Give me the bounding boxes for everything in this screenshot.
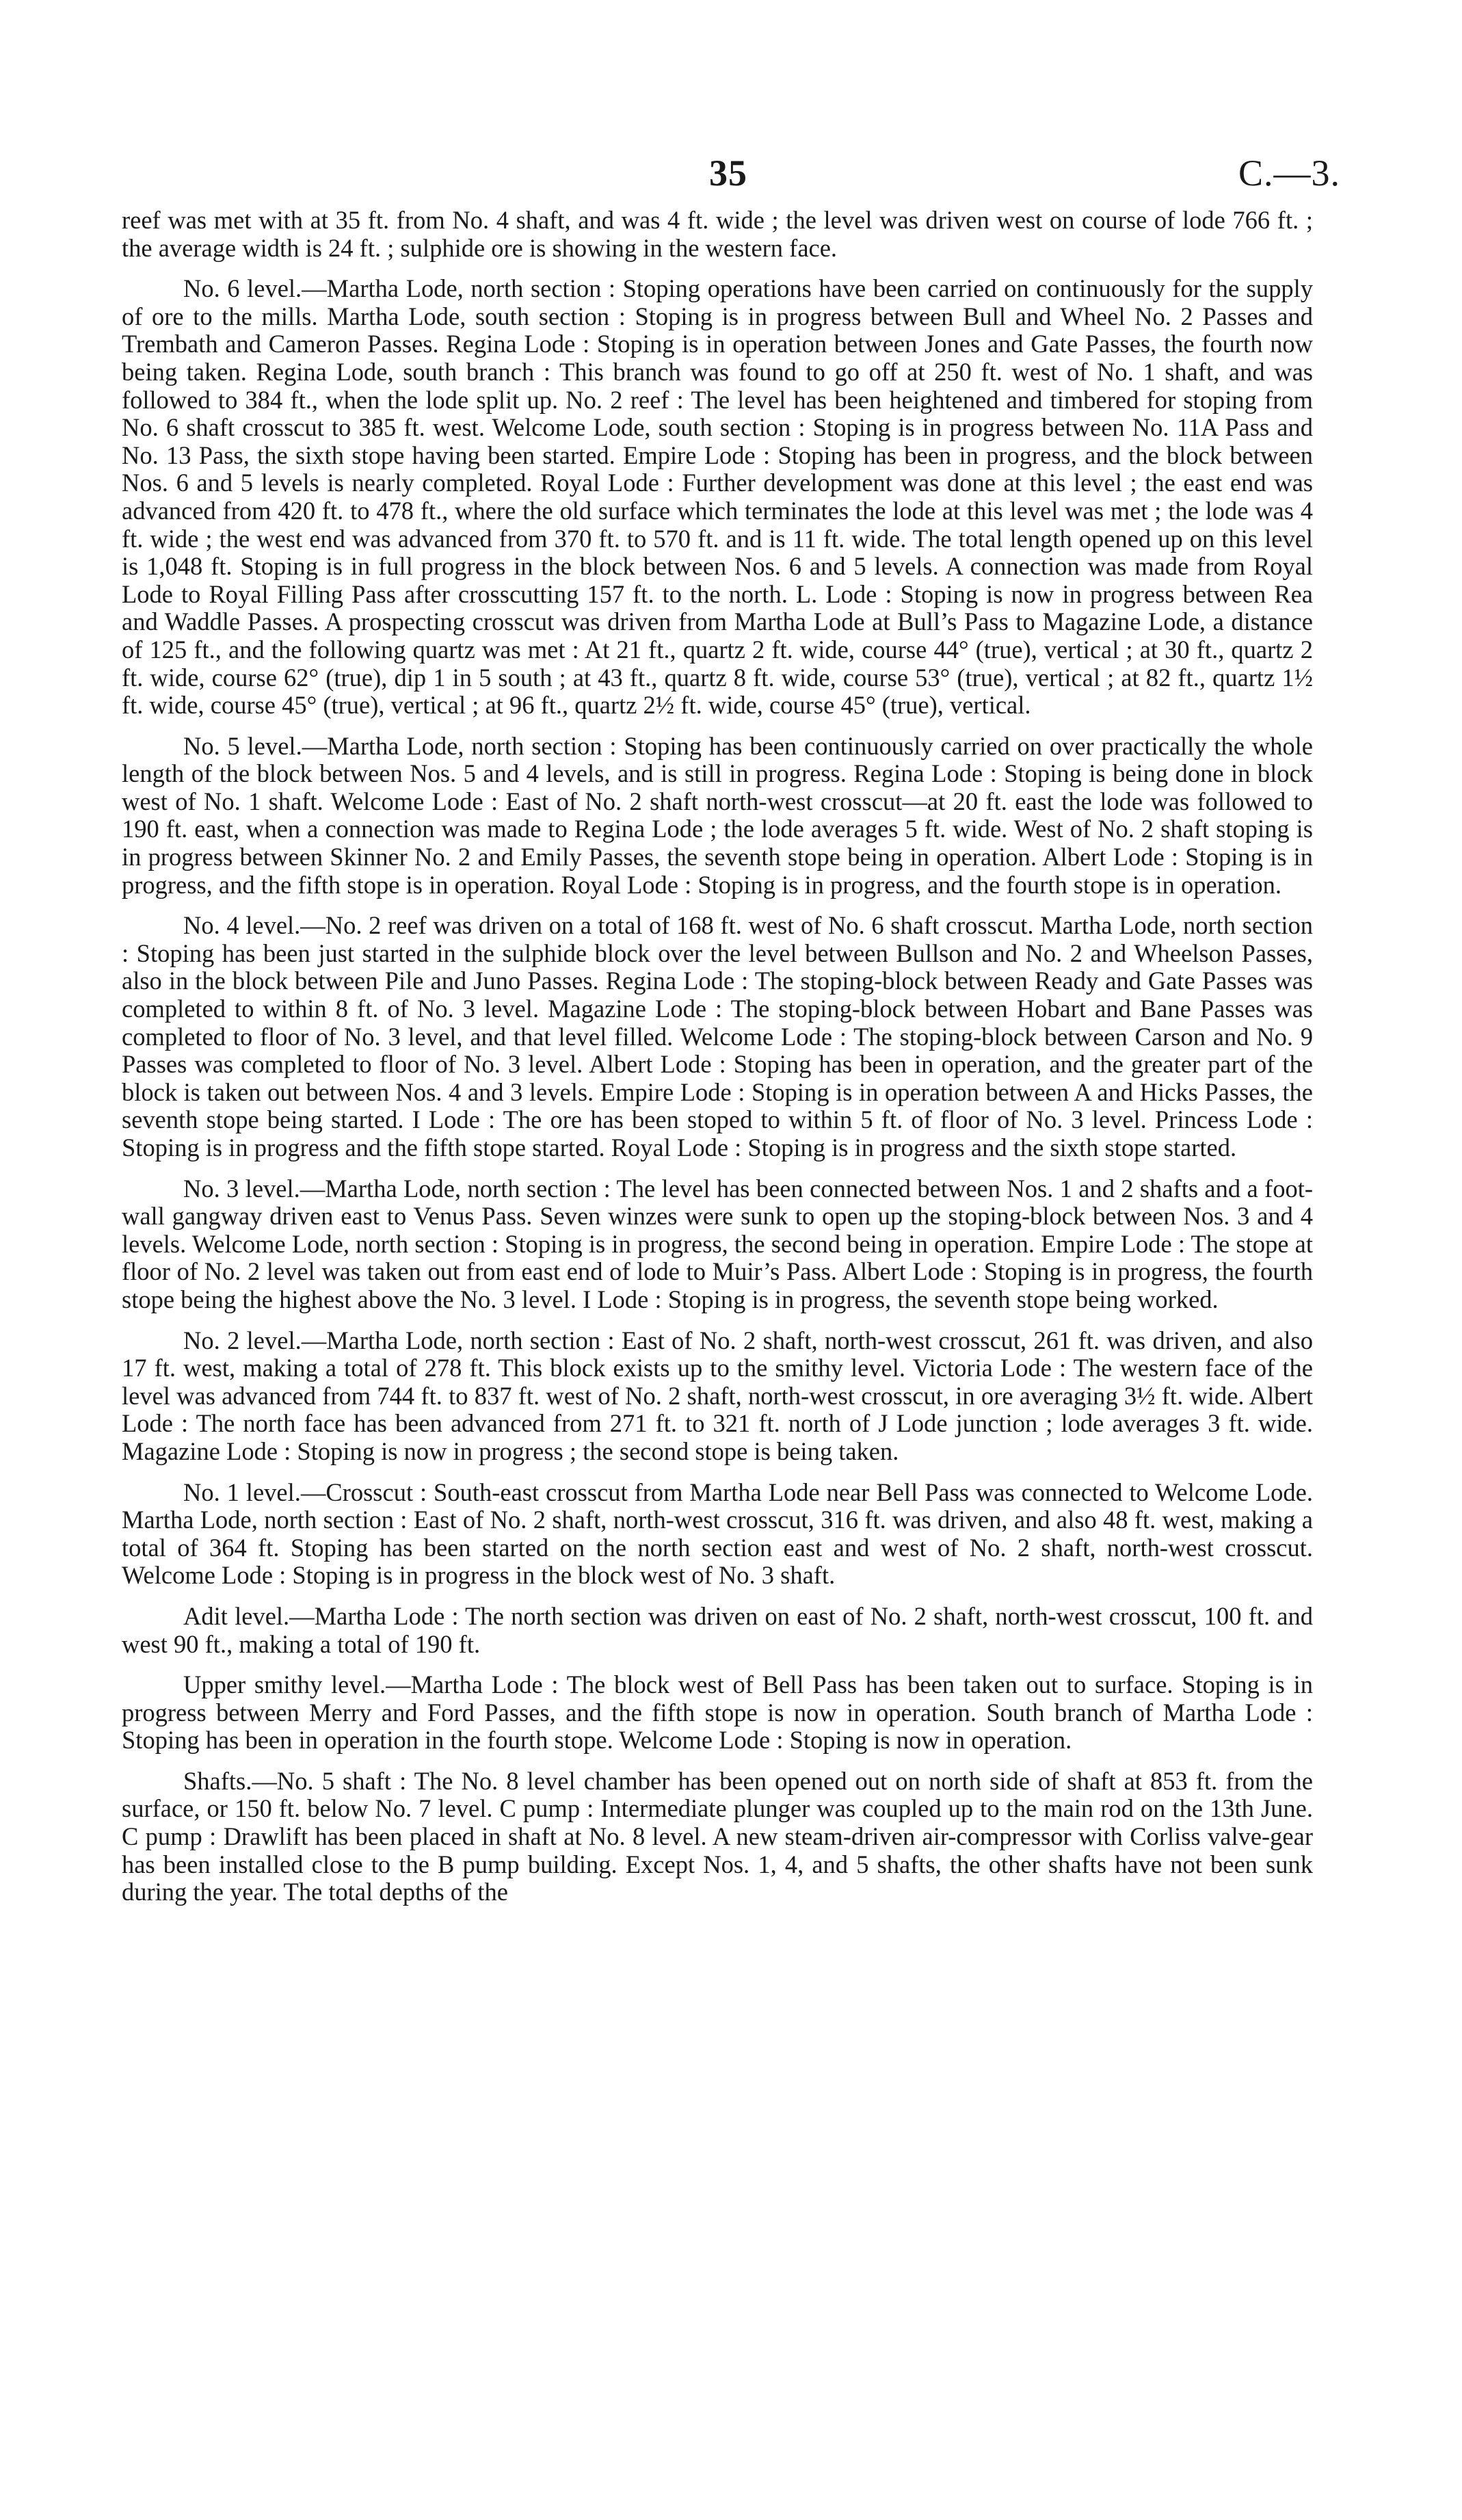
body-text [122,207,1313,1919]
paragraph-continued-reef: reef was met with at 35 ft. from No. 4 shaft, and was 4 ft. wide ; the level was driven west on course of lode 766 ft. ; the average width is 24 ft. ; sulphide ore is showing in the western face. [122,206,1313,262]
paragraph-upper-smithy-level: Upper smithy level.—Martha Lode : The block west of Bell Pass has been taken out to surface. Stoping is in progress between Merry and Ford Passes, and the fifth stope is now in operation. South branch of Martha Lode : Stoping has been in operation in the fourth stope. Welcome Lode : Stoping is now in operation. [122,1670,1313,1755]
page-number: 35 [709,153,747,194]
paragraph-adit-level: Adit level.—Martha Lode : The north section was driven on east of No. 2 shaft, north-west crosscut, 100 ft. and west 90 ft., making a total of 190 ft. [122,1601,1313,1658]
paragraph-no-5-level: No. 5 level.—Martha Lode, north section : Stoping has been continuously carried on over practically the whole length of the block between Nos. 5 and 4 levels, and is still in progress. Regina Lode : Stoping is being done in block west of No. 1 shaft. Welcome Lode : East of No. 2 shaft north-west crosscut—at 20 ft. east the lode was followed to 190 ft. east, when a connection was made to Regina Lode ; the lode averages 5 ft. wide. West of No. 2 shaft stoping is in progress between Skinner No. 2 and Emily Passes, the seventh stope being in operation. Albert Lode : Stoping is in progress, and the fifth stope is in operation. Royal Lode : Stoping is in progress, and the fourth stope is in operation. [122,731,1313,899]
paragraph-no-6-level: No. 6 level.—Martha Lode, north section : Stoping operations have been carried on continuously for the supply of ore to the mills. Martha Lode, south section : Stoping is in progress between Bull and Wheel No. 2 Passes and Trembath and Cameron Passes. Regina Lode : Stoping is in operation between Jones and Gate Passes, the fourth now being taken. Regina Lode, south branch : This branch was found to go off at 250 ft. west of No. 1 shaft, and was followed to 384 ft., when the lode split up. No. 2 reef : The level has been heightened and timbered for stoping from No. 6 shaft crosscut to 385 ft. west. Welcome Lode, south section : Stoping is in progress between No. 11A Pass and No. 13 Pass, the sixth stope having been started. Empire Lode : Stoping has been in progress, and the block between Nos. 6 and 5 levels is nearly completed. Royal Lode : Further development was done at this level ; the east end was advanced from 420 ft. to 478 ft., where the old surface which terminates the lode at this level was met ; the lode was 4 ft. wide ; the west end was advanced from 370 ft. to 570 ft. and is 11 ft. wide. The total length opened up on this level is 1,048 ft. Stoping is in full progress in the block between Nos. 6 and 5 levels. A connection was made from Royal Lode to Royal Filling Pass after crosscutting 157 ft. to the north. L. Lode : Stoping is now in progress between Rea and Waddle Passes. A prospecting crosscut was driven from Martha Lode at Bull’s Pass to Magazine Lode, a distance of 125 ft., and the following quartz was met : At 21 ft., quartz 2 ft. wide, course 44° (true), vertical ; at 30 ft., quartz 2 ft. wide, course 62° (true), dip 1 in 5 south ; at 43 ft., quartz 8 ft. wide, course 53° (true), vertical ; at 82 ft., quartz 1½ ft. wide, course 45° (true), vertical ; at 96 ft., quartz 2½ ft. wide, course 45° (true), vertical. [122,274,1313,720]
paragraph-no-1-level: No. 1 level.—Crosscut : South-east crosscut from Martha Lode near Bell Pass was connected to Welcome Lode. Martha Lode, north section : East of No. 2 shaft, north-west crosscut, 316 ft. was driven, and also 48 ft. west, making a total of 364 ft. Stoping has been started on the north section east and west of No. 2 shaft, north-west crosscut. Welcome Lode : Stoping is in progress in the block west of No. 3 shaft. [122,1478,1313,1590]
paragraph-no-4-level: No. 4 level.—No. 2 reef was driven on a total of 168 ft. west of No. 6 shaft crosscut. Martha Lode, north section : Stoping has been just started in the sulphide block over the level between Bullson and No. 2 and Wheelson Passes, also in the block between Pile and Juno Passes. Regina Lode : The stoping-block between Ready and Gate Passes was completed to within 8 ft. of No. 3 level. Magazine Lode : The stoping-block between Hobart and Bane Passes was completed to floor of No. 3 level, and that level filled. Welcome Lode : The stoping-block between Carson and No. 9 Passes was completed to floor of No. 3 level. Albert Lode : Stoping has been in operation, and the greater part of the block is taken out between Nos. 4 and 3 levels. Empire Lode : Stoping is in operation between A and Hicks Passes, the seventh stope being started. I Lode : The ore has been stoped to within 5 ft. of floor of No. 3 level. Princess Lode : Stoping is in progress and the fifth stope started. Royal Lode : Stoping is in progress and the sixth stope started. [122,911,1313,1161]
paragraph-shafts: Shafts.—No. 5 shaft : The No. 8 level chamber has been opened out on north side of shaft at 853 ft. from the surface, or 150 ft. below No. 7 level. C pump : Intermediate plunger was coupled up to the main rod on the 13th June. C pump : Drawlift has been placed in shaft at No. 8 level. A new steam-driven air-compressor with Corliss valve-gear has been installed close to the B pump building. Except Nos. 1, 4, and 5 shafts, the other shafts have not been sunk during the year. The total depths of the [122,1766,1313,1906]
paragraph-no-2-level: No. 2 level.—Martha Lode, north section : East of No. 2 shaft, north-west crosscut, 261 ft. was driven, and also 17 ft. west, making a total of 278 ft. This block exists up to the smithy level. Victoria Lode : The western face of the level was advanced from 744 ft. to 837 ft. west of No. 2 shaft, north-west crosscut, in ore averaging 3½ ft. wide. Albert Lode : The north face has been advanced from 271 ft. to 321 ft. north of J Lode junction ; lode averages 3 ft. wide. Magazine Lode : Stoping is now in progress ; the second stope is being taken. [122,1326,1313,1465]
series-code: C.—3. [1238,153,1340,194]
paragraph-no-3-level: No. 3 level.—Martha Lode, north section : The level has been connected between Nos. 1 and 2 shafts and a foot-wall gangway driven east to Venus Pass. Seven winzes were sunk to open up the stoping-block between Nos. 3 and 4 levels. Welcome Lode, north section : Stoping is in progress, the second being in operation. Empire Lode : The stope at floor of No. 2 level was taken out from east end of lode to Muir’s Pass. Albert Lode : Stoping is in progress, the fourth stope being the highest above the No. 3 level. I Lode : Stoping is in progress, the seventh stope being worked. [122,1174,1313,1313]
